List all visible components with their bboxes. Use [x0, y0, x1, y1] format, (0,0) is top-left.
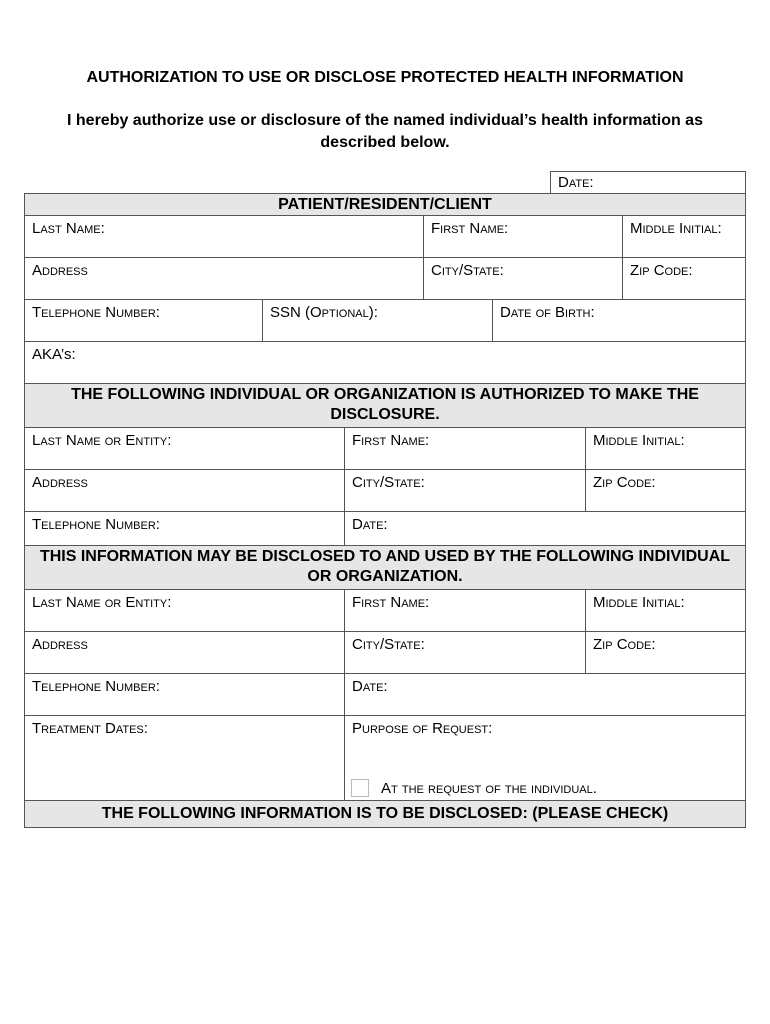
- discloser-section-header: THE FOLLOWING INDIVIDUAL OR ORGANIZATION IS AUTHORIZED TO MAKE THE DISCLOSURE.: [24, 383, 746, 428]
- patient-city-state-label: City/State:: [431, 262, 504, 279]
- patient-telephone-label: Telephone Number:: [32, 304, 160, 321]
- patient-aka-field[interactable]: [24, 341, 746, 384]
- discloser-city-state-label: City/State:: [352, 474, 425, 491]
- recipient-zip-label: Zip Code:: [593, 636, 656, 653]
- recipient-middle-initial-label: Middle Initial:: [593, 594, 685, 611]
- recipient-last-name-label: Last Name or Entity:: [32, 594, 172, 611]
- at-request-checkbox[interactable]: [351, 779, 369, 797]
- recipient-city-state-label: City/State:: [352, 636, 425, 653]
- discloser-telephone-label: Telephone Number:: [32, 516, 160, 533]
- discloser-last-name-label: Last Name or Entity:: [32, 432, 172, 449]
- recipient-last-name-field[interactable]: [24, 589, 345, 632]
- discloser-address-field[interactable]: [24, 469, 345, 512]
- discloser-middle-initial-label: Middle Initial:: [593, 432, 685, 449]
- patient-address-field[interactable]: [24, 257, 424, 300]
- patient-telephone-field[interactable]: [24, 299, 263, 342]
- purpose-of-request-field[interactable]: [344, 715, 746, 801]
- treatment-dates-label: Treatment Dates:: [32, 720, 148, 737]
- purpose-of-request-label: Purpose of Request:: [352, 720, 493, 737]
- patient-dob-label: Date of Birth:: [500, 304, 595, 321]
- recipient-first-name-label: First Name:: [352, 594, 430, 611]
- patient-last-name-label: Last Name:: [32, 220, 105, 237]
- treatment-dates-field[interactable]: [24, 715, 345, 801]
- recipient-date-label: Date:: [352, 678, 388, 695]
- patient-ssn-label: SSN (Optional):: [270, 304, 378, 321]
- discloser-first-name-label: First Name:: [352, 432, 430, 449]
- patient-address-label: Address: [32, 262, 88, 279]
- discloser-last-name-field[interactable]: [24, 427, 345, 470]
- recipient-zip-field[interactable]: [585, 631, 746, 674]
- recipient-middle-initial-field[interactable]: [585, 589, 746, 632]
- recipient-city-state-field[interactable]: [344, 631, 586, 674]
- patient-last-name-field[interactable]: [24, 215, 424, 258]
- patient-city-state-field[interactable]: [423, 257, 623, 300]
- discloser-first-name-field[interactable]: [344, 427, 586, 470]
- patient-dob-field[interactable]: [492, 299, 746, 342]
- discloser-telephone-field[interactable]: [24, 511, 345, 546]
- discloser-date-label: Date:: [352, 516, 388, 533]
- intro-statement: I hereby authorize use or disclosure of the named individual’s health information as described below.: [67, 112, 703, 151]
- patient-first-name-label: First Name:: [431, 220, 509, 237]
- patient-middle-initial-label: Middle Initial:: [630, 220, 722, 237]
- date-field[interactable]: [550, 171, 746, 194]
- patient-zip-field[interactable]: [622, 257, 746, 300]
- at-request-label: At the request of the individual.: [381, 780, 597, 797]
- patient-aka-label: AKA’s:: [32, 346, 76, 363]
- discloser-middle-initial-field[interactable]: [585, 427, 746, 470]
- patient-section-header: PATIENT/RESIDENT/CLIENT: [24, 193, 746, 216]
- recipient-section-header: THIS INFORMATION MAY BE DISCLOSED TO AND USED BY THE FOLLOWING INDIVIDUAL OR ORGANIZATION.: [24, 545, 746, 590]
- recipient-address-label: Address: [32, 636, 88, 653]
- recipient-first-name-field[interactable]: [344, 589, 586, 632]
- discloser-address-label: Address: [32, 474, 88, 491]
- patient-zip-label: Zip Code:: [630, 262, 693, 279]
- discloser-zip-label: Zip Code:: [593, 474, 656, 491]
- recipient-telephone-field[interactable]: [24, 673, 345, 716]
- date-label: Date:: [558, 174, 594, 191]
- recipient-address-field[interactable]: [24, 631, 345, 674]
- discloser-date-field[interactable]: [344, 511, 746, 546]
- information-disclosed-header: THE FOLLOWING INFORMATION IS TO BE DISCLOSED: (PLEASE CHECK): [24, 800, 746, 828]
- patient-first-name-field[interactable]: [423, 215, 623, 258]
- discloser-city-state-field[interactable]: [344, 469, 586, 512]
- recipient-telephone-label: Telephone Number:: [32, 678, 160, 695]
- recipient-date-field[interactable]: [344, 673, 746, 716]
- form-title: AUTHORIZATION TO USE OR DISCLOSE PROTECTED HEALTH INFORMATION: [86, 69, 684, 86]
- patient-middle-initial-field[interactable]: [622, 215, 746, 258]
- patient-ssn-field[interactable]: [262, 299, 493, 342]
- discloser-zip-field[interactable]: [585, 469, 746, 512]
